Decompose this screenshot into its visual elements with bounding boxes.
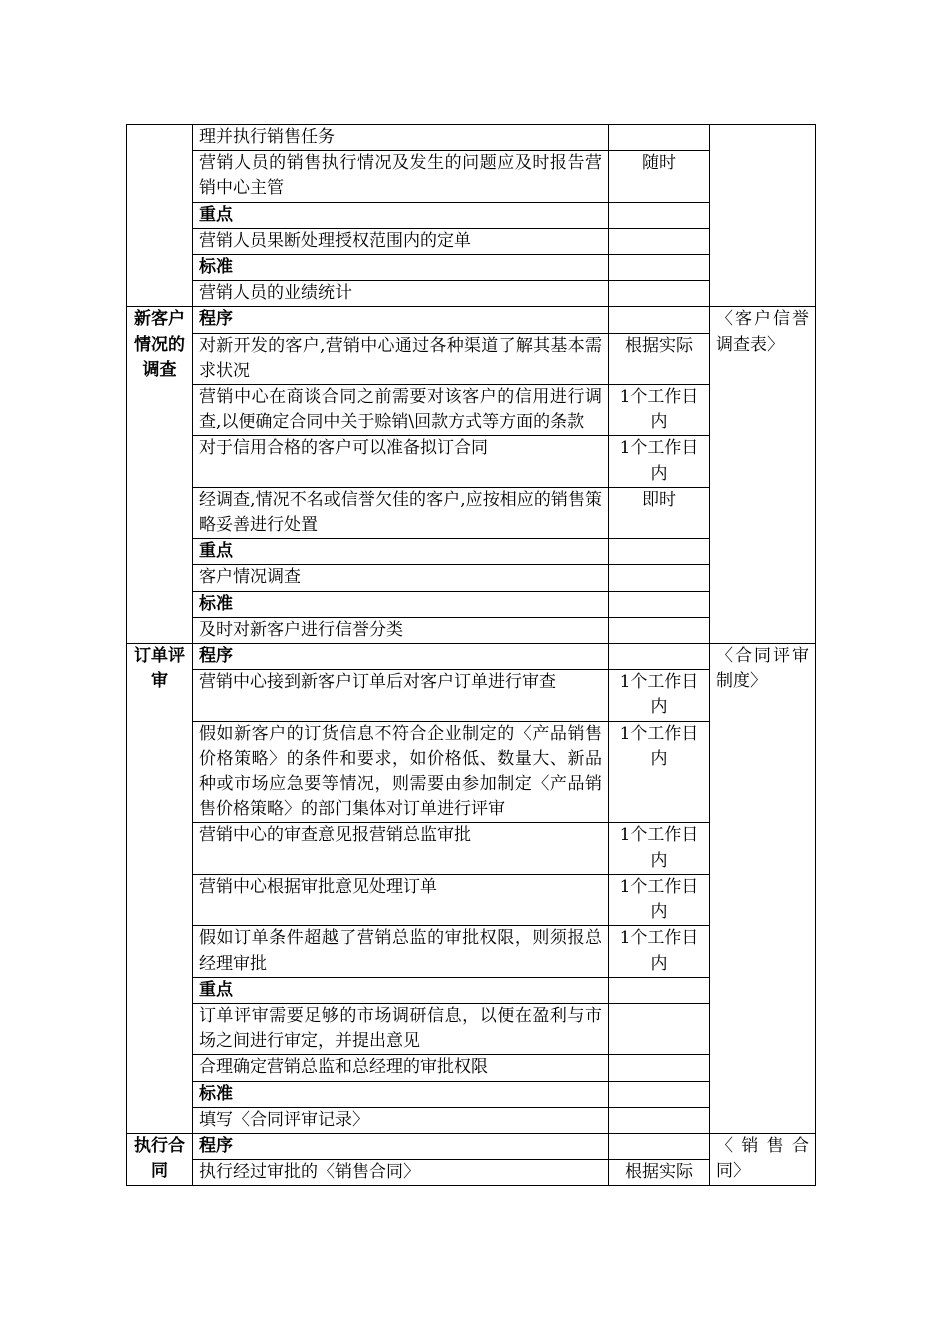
procedure-step-cell: 营销人员果断处理授权范围内的定单 bbox=[193, 228, 609, 254]
time-limit-cell bbox=[609, 255, 710, 281]
row-heading-cell: 重点 bbox=[193, 977, 609, 1003]
row-heading-cell: 重点 bbox=[193, 539, 609, 565]
procedure-step-cell: 经调查,情况不名或信誉欠佳的客户,应按相应的销售策略妥善进行处置 bbox=[193, 487, 609, 538]
procedure-step-cell: 填写〈合同评审记录〉 bbox=[193, 1107, 609, 1133]
row-heading-cell: 标准 bbox=[193, 255, 609, 281]
time-limit-cell bbox=[609, 977, 710, 1003]
time-limit-cell: 根据实际 bbox=[609, 333, 710, 384]
time-limit-cell: 1个工作日内 bbox=[609, 874, 710, 925]
table-row bbox=[127, 644, 816, 670]
procedure-step-cell: 假如新客户的订货信息不符合企业制定的〈产品销售价格策略〉的条件和要求，如价格低、数量大、新品种或市场应急要等情况，则需要由参加制定〈产品销售价格策略〉的部门集体对订单进行评审 bbox=[193, 721, 609, 823]
procedure-step-cell: 理并执行销售任务 bbox=[193, 125, 609, 151]
row-heading-cell: 程序 bbox=[193, 307, 609, 333]
time-limit-cell bbox=[609, 281, 710, 307]
procedure-table-body bbox=[127, 125, 816, 1186]
time-limit-cell: 1个工作日内 bbox=[609, 385, 710, 436]
table-row bbox=[127, 1133, 816, 1159]
time-limit-cell bbox=[609, 1081, 710, 1107]
procedure-step-cell: 营销人员的销售执行情况及发生的问题应及时报告营销中心主管 bbox=[193, 151, 609, 202]
time-limit-cell bbox=[609, 1055, 710, 1081]
table-row bbox=[127, 125, 816, 151]
time-limit-cell: 1个工作日内 bbox=[609, 926, 710, 977]
time-limit-cell bbox=[609, 539, 710, 565]
time-limit-cell bbox=[609, 125, 710, 151]
procedure-step-cell: 及时对新客户进行信誉分类 bbox=[193, 617, 609, 643]
related-document-cell: 〈销售合同〉 bbox=[710, 1133, 816, 1185]
time-limit-cell: 1个工作日内 bbox=[609, 823, 710, 874]
time-limit-cell bbox=[609, 202, 710, 228]
procedure-step-cell: 合理确定营销总监和总经理的审批权限 bbox=[193, 1055, 609, 1081]
procedure-step-cell: 执行经过审批的〈销售合同〉 bbox=[193, 1160, 609, 1186]
time-limit-cell: 即时 bbox=[609, 487, 710, 538]
procedure-step-cell: 营销中心根据审批意见处理订单 bbox=[193, 874, 609, 925]
table-row bbox=[127, 307, 816, 333]
procedure-step-cell: 营销中心接到新客户订单后对客户订单进行审查 bbox=[193, 670, 609, 721]
procedure-step-cell: 营销中心在商谈合同之前需要对该客户的信用进行调查,以便确定合同中关于赊销\回款方式等方面的条款 bbox=[193, 385, 609, 436]
procedure-step-cell: 客户情况调查 bbox=[193, 565, 609, 591]
time-limit-cell bbox=[609, 617, 710, 643]
procedure-step-cell: 订单评审需要足够的市场调研信息，以便在盈利与市场之间进行审定，并提出意见 bbox=[193, 1003, 609, 1054]
time-limit-cell bbox=[609, 307, 710, 333]
related-document-cell: 〈客户信誉调查表〉 bbox=[710, 307, 816, 644]
procedure-step-cell: 营销人员的业绩统计 bbox=[193, 281, 609, 307]
related-document-cell bbox=[710, 125, 816, 307]
time-limit-cell bbox=[609, 228, 710, 254]
row-heading-cell: 标准 bbox=[193, 1081, 609, 1107]
time-limit-cell bbox=[609, 591, 710, 617]
row-heading-cell: 标准 bbox=[193, 591, 609, 617]
section-name-cell: 订单评审 bbox=[127, 644, 193, 1134]
procedure-table bbox=[126, 124, 816, 1186]
procedure-step-cell: 营销中心的审查意见报营销总监审批 bbox=[193, 823, 609, 874]
time-limit-cell: 1个工作日内 bbox=[609, 721, 710, 823]
row-heading-cell: 程序 bbox=[193, 644, 609, 670]
time-limit-cell bbox=[609, 644, 710, 670]
procedure-step-cell: 对新开发的客户,营销中心通过各种渠道了解其基本需求状况 bbox=[193, 333, 609, 384]
row-heading-cell: 重点 bbox=[193, 202, 609, 228]
time-limit-cell bbox=[609, 565, 710, 591]
section-name-cell bbox=[127, 125, 193, 307]
row-heading-cell: 程序 bbox=[193, 1133, 609, 1159]
time-limit-cell: 根据实际 bbox=[609, 1160, 710, 1186]
procedure-step-cell: 假如订单条件超越了营销总监的审批权限，则须报总经理审批 bbox=[193, 926, 609, 977]
time-limit-cell bbox=[609, 1003, 710, 1054]
procedure-step-cell: 对于信用合格的客户可以准备拟订合同 bbox=[193, 436, 609, 487]
section-name-cell: 新客户情况的调查 bbox=[127, 307, 193, 644]
section-name-cell: 执行合同 bbox=[127, 1133, 193, 1185]
time-limit-cell: 随时 bbox=[609, 151, 710, 202]
related-document-cell: 〈合同评审制度〉 bbox=[710, 644, 816, 1134]
time-limit-cell: 1个工作日内 bbox=[609, 670, 710, 721]
time-limit-cell bbox=[609, 1107, 710, 1133]
time-limit-cell: 1个工作日内 bbox=[609, 436, 710, 487]
time-limit-cell bbox=[609, 1133, 710, 1159]
